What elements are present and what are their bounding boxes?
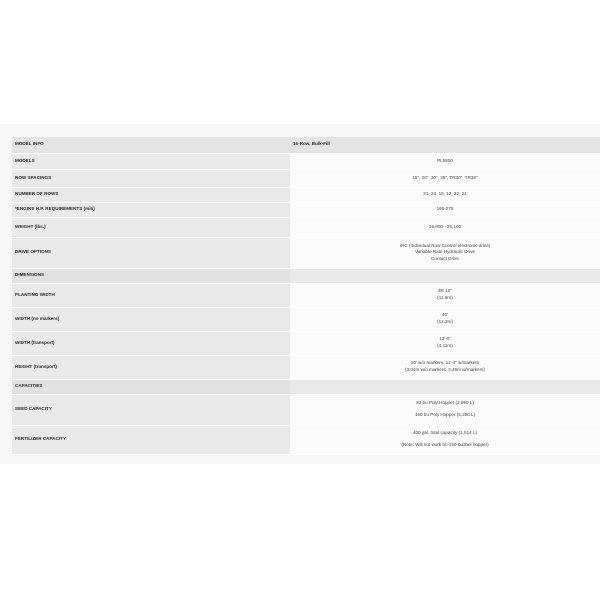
table-row (12, 169, 600, 187)
value-line: (4.11m) (437, 343, 453, 348)
value-line: 150 bu Poly Hopper (5,286 L) (414, 412, 476, 417)
row-value (290, 237, 600, 268)
row-label: HEIGHT (transport) (12, 355, 290, 379)
header-label: MODEL INFO (12, 137, 290, 153)
row-label: MODELS (12, 153, 290, 169)
row-value: 15,800 - 20,160 (290, 217, 600, 237)
table-row (12, 283, 600, 307)
table-row (12, 202, 600, 217)
table-header-row (12, 137, 600, 153)
value-line: 38' 10" (437, 288, 452, 294)
row-label: NUMBER OF ROWS (12, 187, 290, 202)
value-line: 82 bu Poly Hopper (2,890 L) (416, 400, 474, 406)
row-label: DRIVE OPTIONS (12, 237, 290, 268)
row-label: WIDTH (no markers) (12, 307, 290, 331)
row-label: ROW SPACINGS (12, 169, 290, 187)
table-row (12, 217, 600, 237)
table-row (12, 425, 600, 454)
table-row (12, 307, 600, 331)
value-line: 40' (442, 312, 448, 318)
row-value: 15", 20", 30", 36", TR30", TR36" (290, 169, 600, 187)
table-row (12, 237, 600, 268)
value-line: 13' 6" (439, 336, 451, 342)
table-row (12, 355, 600, 379)
section-label: CAPACITIES (12, 379, 290, 394)
row-label: FERTILIZER CAPACITY (12, 425, 290, 454)
row-value: PL5800 (290, 153, 600, 169)
value-line: (Note: Will not work on 150-bushel hopper) (401, 442, 489, 447)
table-row (12, 331, 600, 355)
section-row (12, 268, 600, 283)
row-value (290, 283, 600, 307)
value-line: IRC (Individual Row Control electronic drive) (399, 242, 491, 248)
row-value: 31, 24, 16, 12, 32, 24 (290, 187, 600, 202)
row-value: 165-275 (290, 202, 600, 217)
table-row (12, 153, 600, 169)
row-label: WIDTH (transport) (12, 331, 290, 355)
section-row (12, 379, 600, 394)
row-value (290, 355, 600, 379)
row-label: *ENGINE H.P. REQUIREMENTS (min) (12, 202, 290, 217)
specifications-table (12, 137, 600, 455)
value-line: (11.8m) (437, 295, 453, 300)
value-line: 400 gal. total capacity (1,514 L) (412, 430, 478, 436)
value-line: Variable Rate Hydraulic Drive (415, 249, 475, 255)
row-value (290, 425, 600, 454)
row-value (290, 331, 600, 355)
row-value (290, 394, 600, 425)
value-line: Contact Drive (431, 255, 459, 261)
row-label: SEED CAPACITY (12, 394, 290, 425)
row-label: PLANTING WIDTH (12, 283, 290, 307)
row-value (290, 307, 600, 331)
section-value (290, 268, 600, 283)
value-line: (12.2m) (437, 319, 453, 324)
section-label: DIMENSIONS (12, 268, 290, 283)
table-row (12, 394, 600, 425)
header-value: 16-Row, Bulk-Fill (290, 137, 600, 153)
value-line: (3.04m w/o markers, 3.45m w/markers) (405, 367, 485, 372)
table-row (12, 187, 600, 202)
section-value (290, 379, 600, 394)
value-line: 10' w/o markers, 11' 4" w/markers (410, 360, 480, 366)
row-label: WEIGHT (lbs.) (12, 217, 290, 237)
